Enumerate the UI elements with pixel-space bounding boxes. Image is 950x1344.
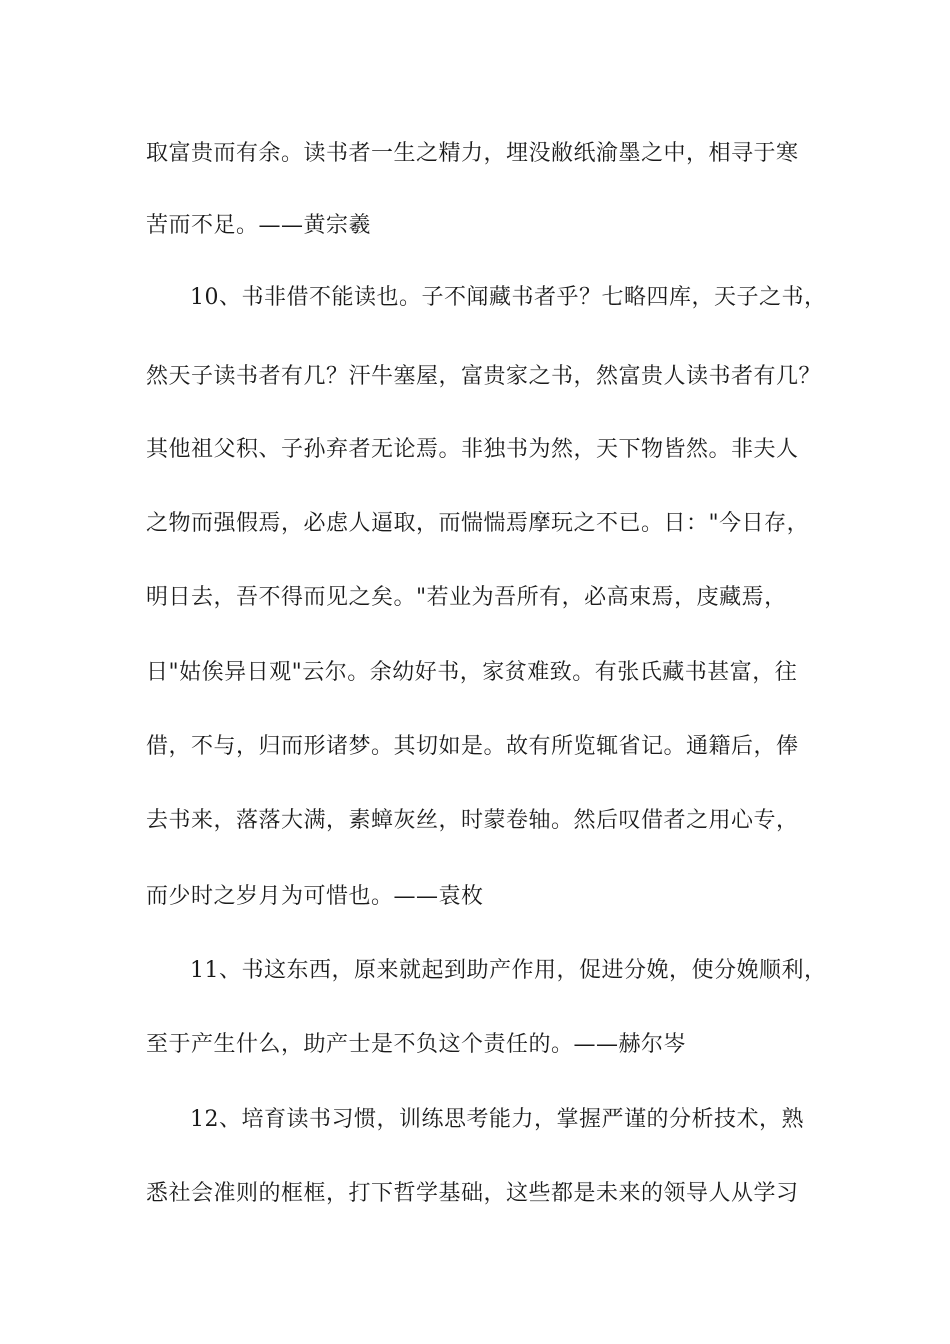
text-line: 明日去，吾不得而见之矣。"若业为吾所有，必高束焉，庋藏焉，: [146, 585, 787, 610]
text-line: 苦而不足。——黄宗羲: [146, 213, 372, 238]
text-line: 借，不与，归而形诸梦。其切如是。故有所览辄省记。通籍后，俸: [146, 734, 799, 759]
text-line: 日"姑俟异日观"云尔。余幼好书，家贫难致。有张氏藏书甚富，往: [146, 660, 798, 685]
text-line: 至于产生什么，助产士是不负这个责任的。——赫尔岑: [146, 1032, 687, 1057]
paragraph-start-11: 11、书这东西，原来就起到助产作用，促进分娩，使分娩顺利，: [190, 958, 827, 983]
text-line: 然天子读书者有几？汗牛塞屋，富贵家之书，然富贵人读书者有几？: [146, 364, 822, 389]
text-line: 其他祖父积、子孙弃者无论焉。非独书为然，天下物皆然。非夫人: [146, 437, 799, 462]
paragraph-start-10: 10、书非借不能读也。子不闻藏书者乎？七略四库，天子之书，: [190, 285, 827, 310]
text-line: 取富贵而有余。读书者一生之精力，埋没敝纸渝墨之中，相寻于寒: [146, 141, 799, 166]
paragraph-start-12: 12、培育读书习惯，训练思考能力，掌握严谨的分析技术，熟: [190, 1107, 804, 1132]
text-line: 悉社会准则的框框，打下哲学基础，这些都是未来的领导人从学习: [146, 1181, 799, 1206]
text-line: 去书来，落落大满，素蟑灰丝，时蒙卷轴。然后叹借者之用心专，: [146, 808, 799, 833]
text-line: 而少时之岁月为可惜也。——袁枚: [146, 884, 484, 909]
text-line: 之物而强假焉，必虑人逼取，而惴惴焉摩玩之不已。日："今日存，: [146, 511, 810, 536]
